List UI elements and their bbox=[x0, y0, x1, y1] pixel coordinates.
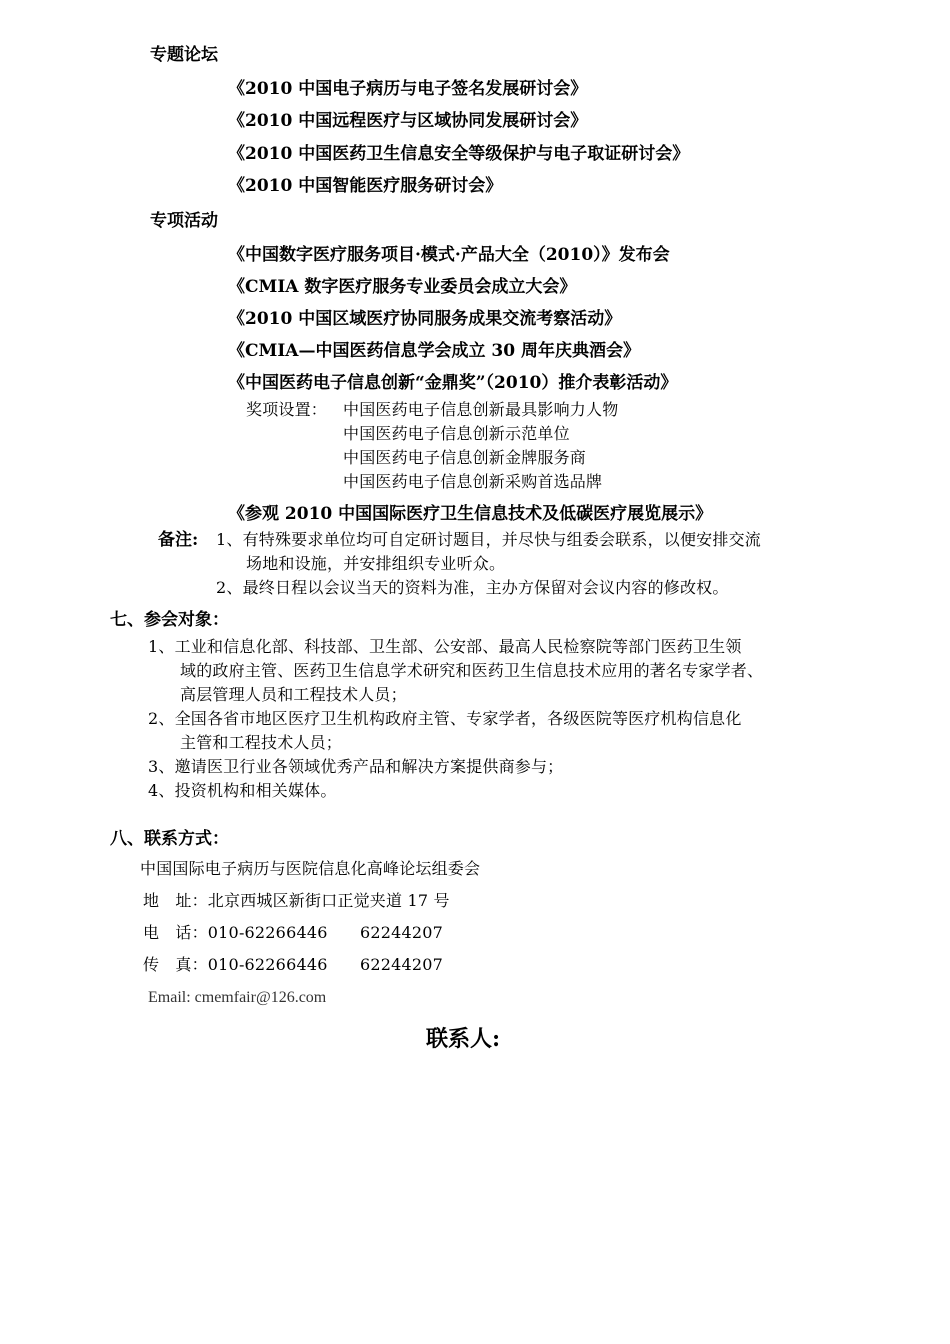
attendee-line: 2、全国各省市地区医疗卫生机构政府主管、专家学者，各级医院等医疗机构信息化 bbox=[148, 709, 742, 728]
activity-item: 《CMIA 数字医疗服务专业委员会成立大会》 bbox=[228, 277, 577, 297]
note-item: 2、最终日程以会议当天的资料为准，主办方保留对会议内容的修改权。 bbox=[216, 578, 729, 597]
award-item: 中国医药电子信息创新采购首选品牌 bbox=[343, 472, 603, 491]
contact-person-heading: 联系人: bbox=[426, 1026, 501, 1052]
contact-org: 中国国际电子病历与医院信息化高峰论坛组委会 bbox=[140, 859, 481, 878]
activity-item: 《中国数字医疗服务项目·模式·产品大全（2010）》发布会 bbox=[228, 245, 670, 265]
contact-phone: 电 话：010-62266446 62244207 bbox=[143, 923, 444, 942]
attendee-line: 3、邀请医卫行业各领域优秀产品和解决方案提供商参与； bbox=[148, 757, 564, 776]
forum-item: 《2010 中国电子病历与电子签名发展研讨会》 bbox=[228, 79, 588, 99]
note-item: 场地和设施，并安排组织专业听众。 bbox=[246, 554, 506, 573]
activity-item: 《2010 中国区域医疗协同服务成果交流考察活动》 bbox=[228, 309, 622, 329]
attendee-line: 高层管理人员和工程技术人员； bbox=[180, 685, 407, 704]
forum-item: 《2010 中国远程医疗与区域协同发展研讨会》 bbox=[228, 111, 588, 131]
forum-item: 《2010 中国医药卫生信息安全等级保护与电子取证研讨会》 bbox=[228, 144, 690, 164]
attendee-line: 1、工业和信息化部、科技部、卫生部、公安部、最高人民检察院等部门医药卫生领 bbox=[148, 637, 742, 656]
award-item: 中国医药电子信息创新金牌服务商 bbox=[343, 448, 587, 467]
contact-heading: 八、联系方式： bbox=[110, 829, 229, 849]
forums-heading: 专题论坛 bbox=[150, 45, 218, 65]
attendees-heading: 七、参会对象： bbox=[110, 610, 229, 630]
exhibition-item: 《参观 2010 中国国际医疗卫生信息技术及低碳医疗展览展示》 bbox=[228, 504, 713, 524]
forum-item: 《2010 中国智能医疗服务研讨会》 bbox=[228, 176, 503, 196]
activity-item: 《中国医药电子信息创新“金鼎奖”（2010）推介表彰活动》 bbox=[228, 373, 678, 393]
note-item: 1、有特殊要求单位均可自定研讨题目，并尽快与组委会联系，以便安排交流 bbox=[216, 530, 761, 549]
attendee-line: 4、投资机构和相关媒体。 bbox=[148, 781, 337, 800]
award-item: 中国医药电子信息创新最具影响力人物 bbox=[343, 400, 619, 419]
notes-label: 备注: bbox=[158, 530, 199, 550]
awards-label: 奖项设置： bbox=[246, 400, 328, 419]
contact-fax: 传 真：010-62266446 62244207 bbox=[143, 955, 444, 974]
contact-address: 地 址：北京西城区新街口正觉夹道 17 号 bbox=[143, 891, 450, 910]
activity-item: 《CMIA—中国医药信息学会成立 30 周年庆典酒会》 bbox=[228, 341, 640, 361]
attendee-line: 域的政府主管、医药卫生信息学术研究和医药卫生信息技术应用的著名专家学者、 bbox=[180, 661, 764, 680]
contact-email: Email: cmemfair@126.com bbox=[148, 989, 327, 1006]
attendee-line: 主管和工程技术人员； bbox=[180, 733, 343, 752]
award-item: 中国医药电子信息创新示范单位 bbox=[343, 424, 570, 443]
activities-heading: 专项活动 bbox=[150, 211, 218, 231]
